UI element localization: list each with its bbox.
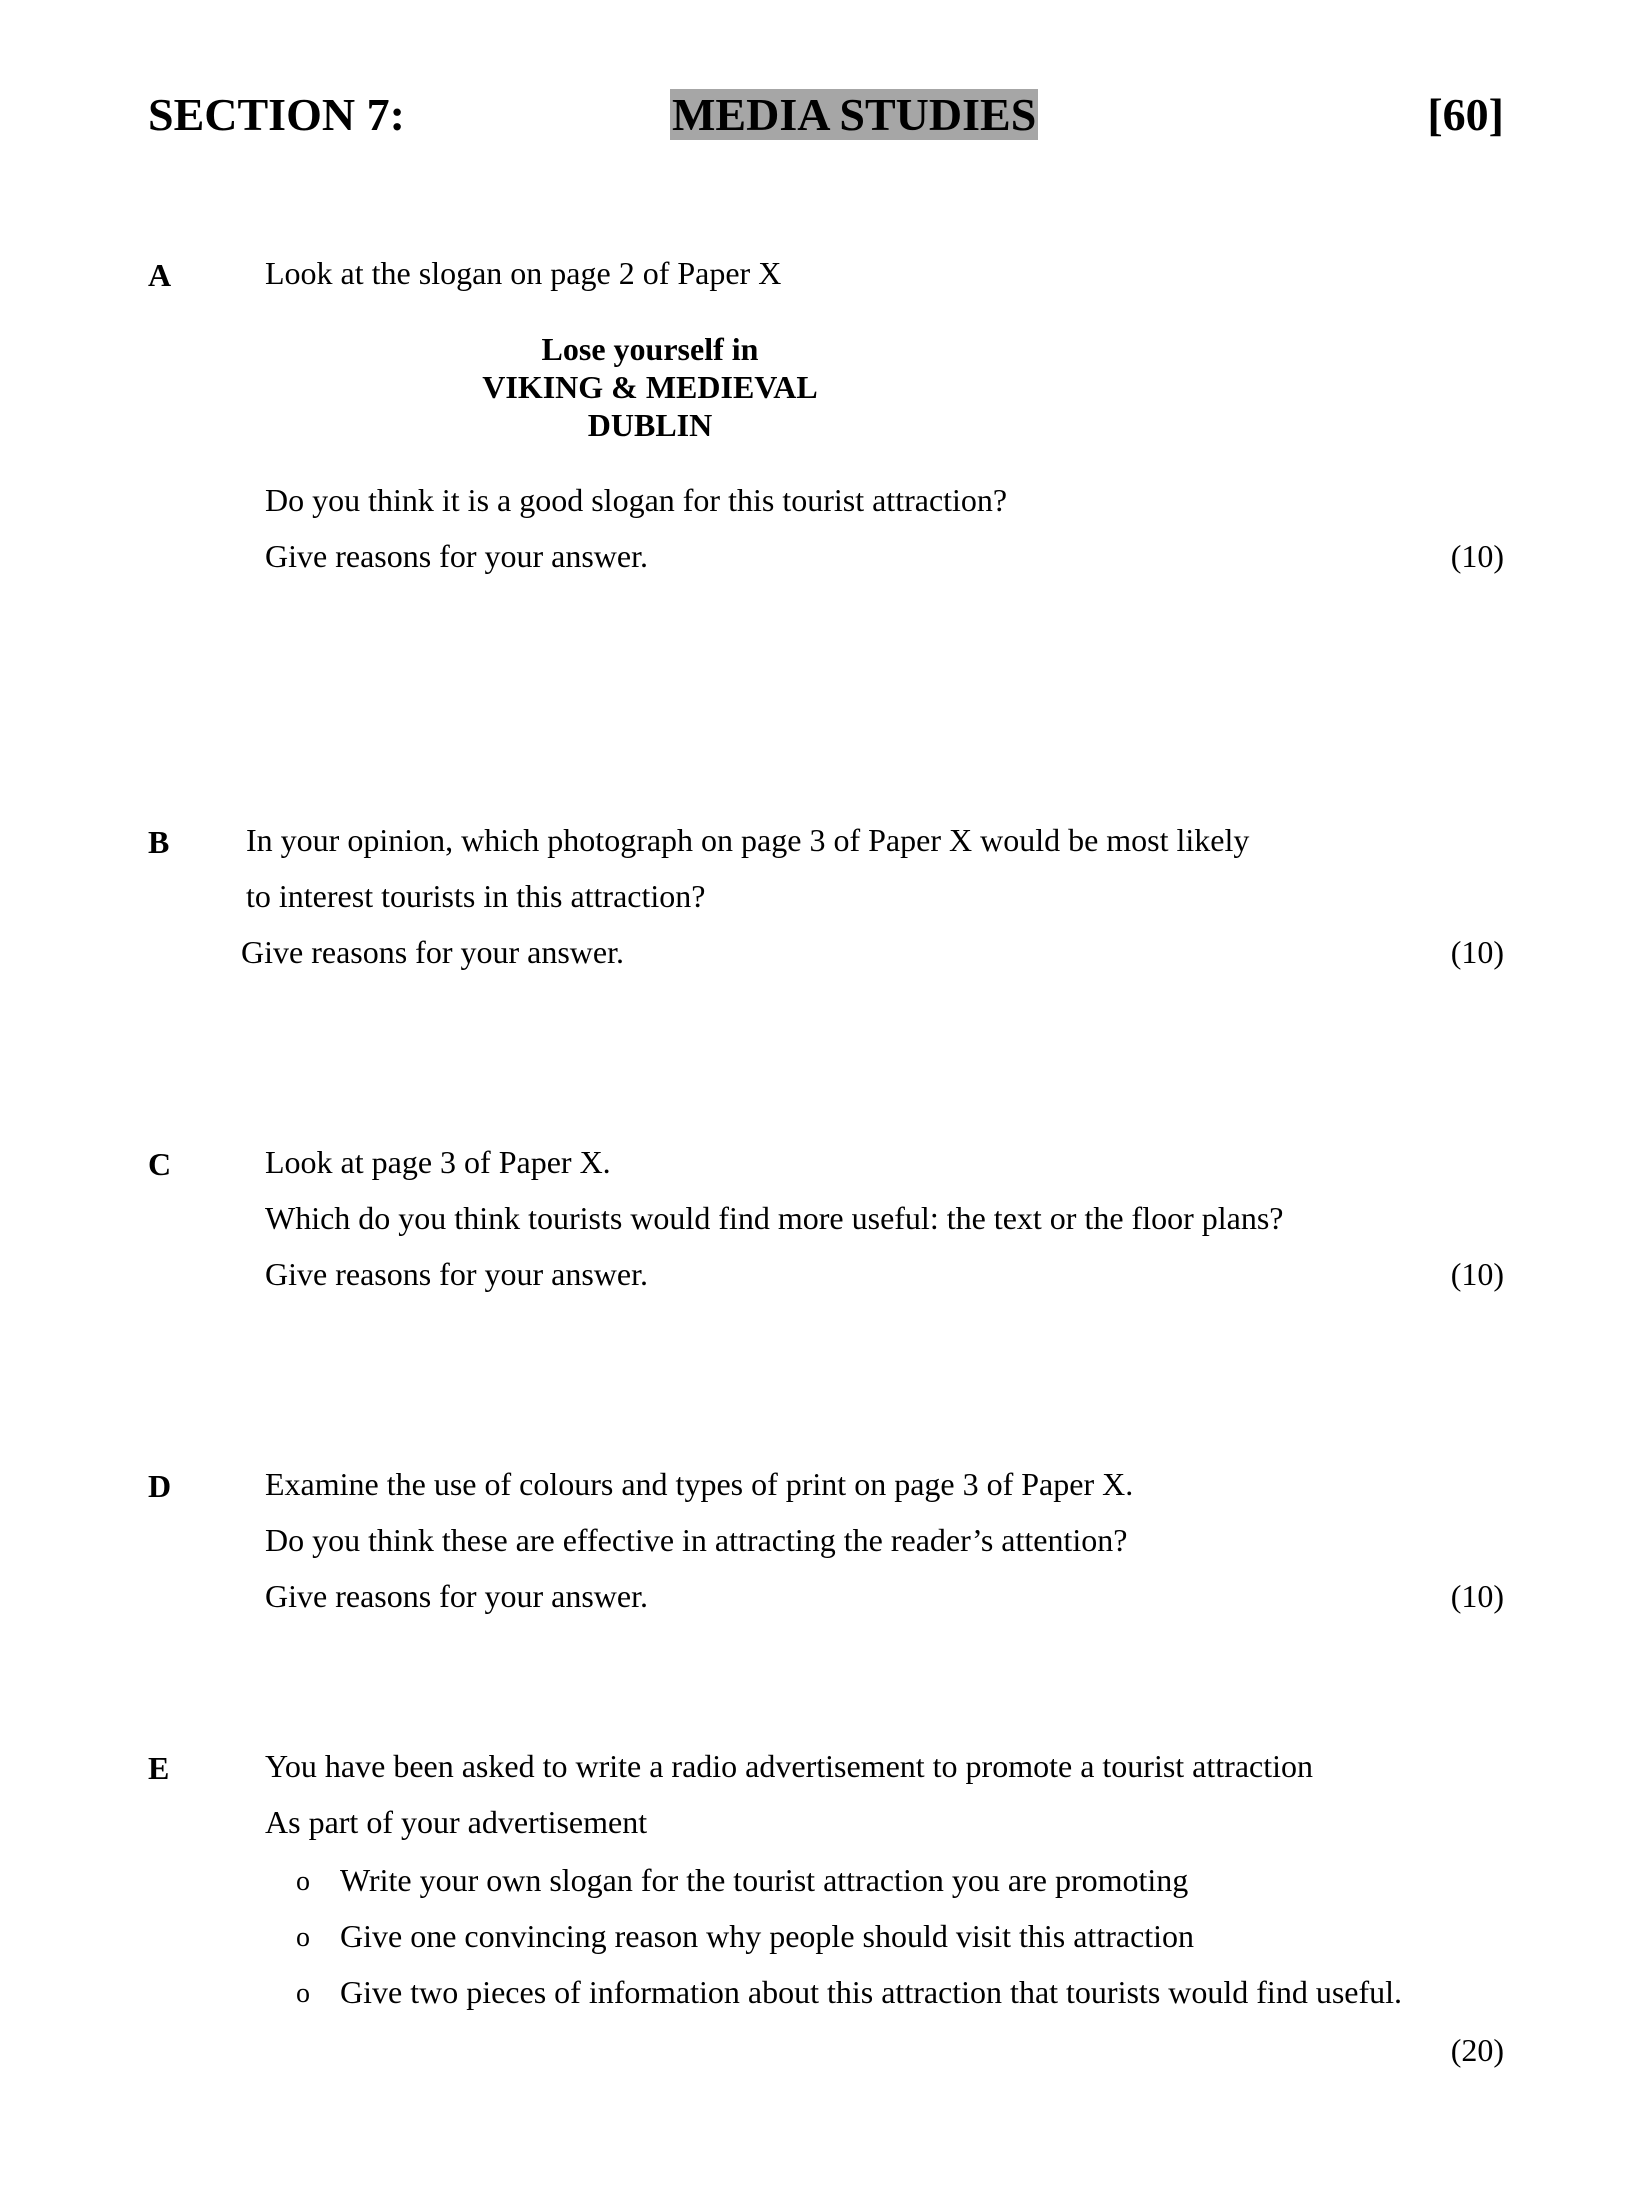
slogan-line: VIKING & MEDIEVAL [482,369,818,405]
total-marks: [60] [1427,89,1504,140]
question-c-line-3: Give reasons for your answer. [265,1256,648,1292]
slogan-line: DUBLIN [587,407,713,443]
section-label: SECTION 7: [148,89,405,140]
question-e-bullet-3: Give two pieces of information about this attraction that tourists would find useful. [340,1974,1403,2010]
question-a-line-2: Give reasons for your answer. [265,538,648,574]
page-title [670,88,1038,141]
question-e-line-2: As part of your advertisement [265,1804,648,1840]
question-b-line-2: to interest tourists in this attraction? [246,878,706,914]
question-c-line-2: Which do you think tourists would find more useful: the text or the floor plans? [265,1200,1284,1236]
question-d-line-2: Do you think these are effective in attracting the reader’s attention? [265,1522,1128,1558]
question-b-line-3: Give reasons for your answer. [241,934,624,970]
bullet-icon: o [296,1978,310,2009]
bullet-icon: o [296,1922,310,1953]
question-e-letter: E [148,1750,170,1786]
question-e-bullet-2: Give one convincing reason why people should visit this attraction [340,1918,1195,1954]
question-a-letter: A [148,257,172,293]
question-d-marks: (10) [1450,1578,1504,1614]
question-a-line-1: Do you think it is a good slogan for this tourist attraction? [265,482,1008,518]
question-a-marks: (10) [1450,538,1504,574]
question-c-marks: (10) [1450,1256,1504,1292]
slogan-box [480,330,820,444]
question-c-letter: C [148,1146,172,1182]
bullet-icon: o [296,1866,310,1897]
slogan-line: Lose yourself in [541,331,759,367]
page-title-text: MEDIA STUDIES [672,89,1037,140]
question-b-letter: B [148,824,170,860]
question-e-line-1: You have been asked to write a radio advertisement to promote a tourist attraction [265,1748,1313,1784]
question-d-line-1: Examine the use of colours and types of print on page 3 of Paper X. [265,1466,1134,1502]
question-e-marks: (20) [1450,2032,1504,2068]
question-d-line-3: Give reasons for your answer. [265,1578,648,1614]
question-e-bullet-1: Write your own slogan for the tourist attraction you are promoting [340,1862,1189,1898]
question-b-line-1: In your opinion, which photograph on page 3 of Paper X would be most likely [246,822,1250,858]
question-a-intro: Look at the slogan on page 2 of Paper X [265,255,782,291]
question-d-letter: D [148,1468,172,1504]
question-c-line-1: Look at page 3 of Paper X. [265,1144,611,1180]
question-b-marks: (10) [1450,934,1504,970]
